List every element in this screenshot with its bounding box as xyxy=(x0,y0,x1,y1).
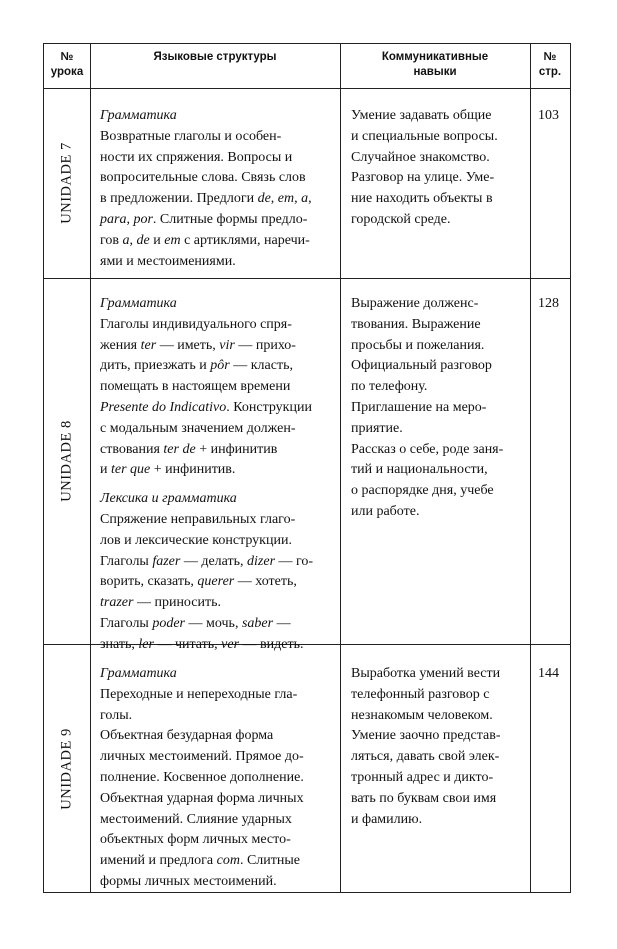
skills-cell-7: Умение задавать общие и специальные вопросы. Случайное знакомство. Разговор на улице. Уме- ние находить объекты в городской среде. xyxy=(351,108,498,227)
gram-7-line-6: гов a, de и em с артиклями, наречи- xyxy=(100,232,310,248)
col-divider-1 xyxy=(90,44,91,892)
gram-7-line-4: в предложении. Предлоги de, em, a, xyxy=(100,191,312,207)
gram-9-line-9: имений и предлога com. Слитные xyxy=(100,853,300,869)
lex-8-line-3: Глаголы fazer — делать, dizer — го- xyxy=(100,553,314,569)
gram-8-line-2: жения ter — иметь, vir — прихо- xyxy=(100,337,296,353)
gram-8-line-7: ствования ter de + инфинитив xyxy=(100,441,278,457)
page-number-8: 128 xyxy=(538,296,559,311)
gram-8-line-3: дить, приезжать и pôr — класть, xyxy=(100,358,293,374)
gram-7-line-5: para, por. Слитные формы предло- xyxy=(100,211,308,227)
header-lesson-no: № урока xyxy=(50,51,84,78)
header-structures: Языковые структуры xyxy=(153,51,277,63)
header-divider xyxy=(44,88,570,89)
row-divider-1 xyxy=(44,278,570,279)
col-divider-2 xyxy=(340,44,341,892)
lex-8-line-5: trazer — приносить. xyxy=(100,595,221,611)
col-divider-3 xyxy=(530,44,531,892)
skills-cell-8: Выражение долженс- твования. Выражение просьбы и пожелания. Официальный разговор по телефону. Приглашение на меро- приятие. Рассказ о себе, роде заня- тий и национальности, о распорядке дня, учебе или работе. xyxy=(351,296,504,519)
lex-8-line-7: знать, ler — читать, ver — видеть. xyxy=(100,636,304,652)
contents-table: № урока Языковые структуры Коммуникативные навыки № стр. UNIDADE 7 Грамматика Возвратные глаголы и особен- ности их спряжения. Вопросы и вопросительные слова. Связь слов в предложении. Предлоги de, em, a, para, por. Слитные формы предло- гов a, de и em с артиклями, наречи- ями и местоимениями. Умение задавать общие и специальные вопросы. Случайное знакомство. Разговор на улице. Уме- ние находить объекты в городской среде. 103 UNIDADE 8 Грамматика Глаголы индивидуального спря- жения ter — иметь, vir — прихо- дить, приезжать и pôr — класть, помещать в настоящем времени Presente do Indicativo. Конструкции с модальным значением должен- ствования ter de + инфинитив и ter que + инфинитив. Лексика и грамматика Спряжение неправильных глаго- лов и лексические конструкции. Глаголы fazer — делать, dizer — го- ворить, сказать, querer — хотеть, trazer — приносить. Глаголы poder — мочь, saber — знать, ler — читать, ver — видеть. Выражение долженс- твования. Выражение просьбы и пожелания. Официальный разговор по телефону. Приглашение на меро- приятие. Рассказ о себе, роде заня- тий и национальности, о распорядке дня, учебе или работе. 128 UNIDADE 9 Грамматика Переходные и непереходные гла- голы. Объектная безударная форма личных местоимений. Прямое до- полнение. Косвенное дополнение. Объектная ударная форма личных местоимений. Слияние ударных объектных форм личных место- имений и предлога com. Слитные формы личных местоимений. Выработка умений вести телефонный разговор с незнакомым человеком. Умение заочно представ- ляться, давать свой элек- тронный адрес и дикто- вать по буквам свои имя и фамилию. 144 xyxy=(43,43,571,893)
header-page-no: № стр. xyxy=(538,51,562,78)
lex-8-line-4: ворить, сказать, querer — хотеть, xyxy=(100,574,297,590)
lex-8-line-6: Глаголы poder — мочь, saber — xyxy=(100,615,291,631)
gram-8-line-5: Presente do Indicativo. Конструкции xyxy=(100,399,312,415)
header-skills: Коммуникативные навыки xyxy=(381,51,489,78)
grammar-cell-8: Грамматика Глаголы индивидуального спря- жения ter — иметь, vir — прихо- дить, приезжать и pôr — класть, помещать в настоящем времени Presente do Indicativo. Конструкции с модальным значением должен- ствования ter de + инфинитив и ter que + инфинитив. Лексика и грамматика Спряжение неправильных глаго- лов и лексические конструкции. Глаголы fazer — делать, dizer — го- ворить, сказать, querer — хотеть, trazer — приносить. Глаголы poder — мочь, saber — знать, ler — читать, ver — видеть. xyxy=(100,294,336,656)
gram-8-line-8: и ter que + инфинитив. xyxy=(100,462,236,478)
grammar-cell-9: Грамматика Переходные и непереходные гла- голы. Объектная безударная форма личных местоимений. Прямое до- полнение. Косвенное дополнение. Объектная ударная форма личных местоимений. Слияние ударных объектных форм личных место- имений и предлога com. Слитные формы личных местоимений. xyxy=(100,664,336,893)
page-number-9: 144 xyxy=(538,666,559,681)
grammar-cell-7: Грамматика Возвратные глаголы и особен- ности их спряжения. Вопросы и вопросительные слова. Связь слов в предложении. Предлоги de, em, a, para, por. Слитные формы предло- гов a, de и em с артиклями, наречи- ями и местоимениями. xyxy=(100,106,336,272)
skills-cell-9: Выработка умений вести телефонный разговор с незнакомым человеком. Умение заочно представ- ляться, давать свой элек- тронный адрес и дикто- вать по буквам свои имя и фамилию. xyxy=(351,666,501,827)
page-number-7: 103 xyxy=(538,108,559,123)
